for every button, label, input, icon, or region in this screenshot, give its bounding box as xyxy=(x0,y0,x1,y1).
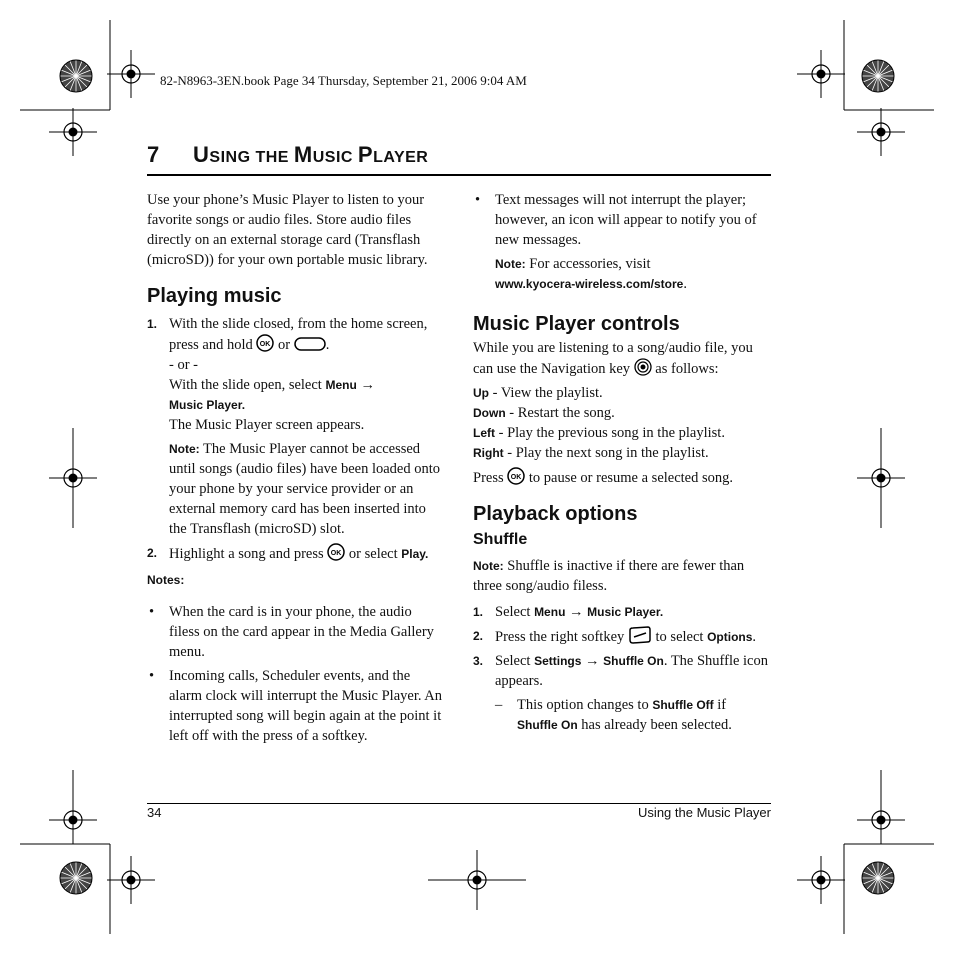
intro-paragraph: Use your phone’s Music Player to listen to your favorite songs or audio files. Store audio files directly on an external storage card (Transflash (microSD)) for your own portable music library. xyxy=(147,192,428,268)
svg-text:OK: OK xyxy=(511,474,522,481)
accessories-note: Note: For accessories, visit www.kyocera-wireless.com/store. xyxy=(495,256,687,292)
text-message-bullet: • Text messages will not interrupt the player; however, an icon will appear to notify you of new messages. xyxy=(475,192,757,248)
step-1-note: Note: The Music Player cannot be accessed until songs (audio files) have been loaded onto your phone by your service provider or an external memory card has been inserted into the Transflash (microSD) slot. xyxy=(169,441,441,537)
list-item: Down - Restart the song. xyxy=(473,405,615,421)
step-1: 1. With the slide closed, from the home screen, press and hold OK or . - or - With the slide open, select Menu → Music Player. The Music Player screen appears. Note: The Music Player cannot be accessed until songs (audio files) have been loaded onto your phone by your service provider or an external memory card has been inserted into the Transflash (microSD) slot. xyxy=(147,314,443,539)
page-number: 34 xyxy=(147,805,162,820)
list-item: Right - Play the next song in the playlist. xyxy=(473,445,709,461)
ok-key-icon xyxy=(256,334,274,352)
accessories-url: www.kyocera-wireless.com/store xyxy=(495,277,684,291)
chapter-number: 7 xyxy=(147,142,160,167)
nav-key-list xyxy=(473,383,771,463)
shuffle-step-3: 3. Select Settings → Shuffle On. The Shuffle icon appears. xyxy=(473,653,768,689)
right-softkey-icon xyxy=(628,626,652,644)
end-key-icon xyxy=(294,336,326,352)
list-item: Up - View the playlist. xyxy=(473,385,603,401)
press-ok-line: Press OK to pause or resume a selected song. xyxy=(473,467,771,488)
step-2: 2. Highlight a song and press OK or select Play. xyxy=(147,543,443,564)
footer-rule xyxy=(147,803,771,804)
left-column xyxy=(147,190,443,746)
list-item: Left - Play the previous song in the playlist. xyxy=(473,425,725,441)
note-bullet: • When the card is in your phone, the audio filess on the card appear in the Media Gallery menu. xyxy=(149,604,434,660)
controls-intro: While you are listening to a song/audio file, you can use the Navigation key as follows: xyxy=(473,340,753,377)
right-column xyxy=(473,190,771,735)
footer-title: Using the Music Player xyxy=(638,805,771,820)
notes-label: Notes: xyxy=(147,573,185,587)
print-header-line: 82-N8963-3EN.book Page 34 Thursday, September 21, 2006 9:04 AM xyxy=(160,73,527,88)
svg-text:OK: OK xyxy=(260,341,271,348)
navigation-key-icon xyxy=(634,358,652,376)
shuffle-note: Note: Shuffle is inactive if there are fewer than three song/audio filess. xyxy=(473,558,745,594)
chapter-title: 7 USING THE MUSIC PLAYER xyxy=(147,142,429,167)
title-rule xyxy=(147,174,771,176)
playback-heading: Playback options xyxy=(473,503,638,525)
shuffle-heading: Shuffle xyxy=(473,531,528,548)
ok-key-icon xyxy=(327,543,345,561)
controls-heading: Music Player controls xyxy=(473,313,680,335)
shuffle-step-1: 1. Select Menu → Music Player. xyxy=(473,604,664,620)
ok-key-icon xyxy=(507,467,525,485)
shuffle-sub-item: – This option changes to Shuffle Off if Shuffle On has already been selected. xyxy=(495,697,732,733)
svg-text:OK: OK xyxy=(331,550,342,557)
note-bullet: • Incoming calls, Scheduler events, and the alarm clock will interrupt the Music Player. An interrupted song will begin again at the point it left off with the press of a softkey. xyxy=(149,668,443,744)
playing-music-heading: Playing music xyxy=(147,285,282,307)
shuffle-step-2: 2. Press the right softkey to select Options. xyxy=(473,626,771,647)
